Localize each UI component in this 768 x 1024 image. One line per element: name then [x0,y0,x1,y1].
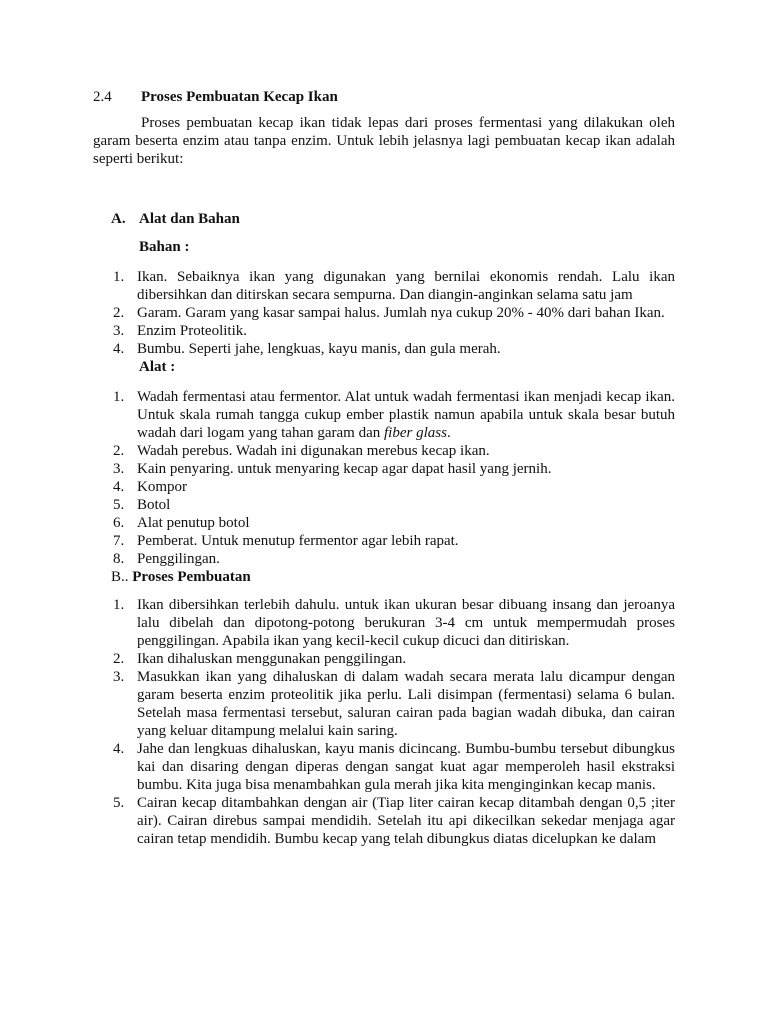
alat-label: Alat : [139,359,176,375]
list-item: 4. Jahe dan lengkuas dihaluskan, kayu manis dicincang. Bumbu-bumbu tersebut dibungkus kai dan disaring dengan diperas dengan sangat kuat agar memperoleh hasil ekstraksi bumbu. Kita juga bisa menambahkan gula merah jika kita menginginkan kecap manis. [113,741,675,793]
list-item: 3. Masukkan ikan yang dihaluskan di dalam wadah secara merata lalu dicampur dengan garam beserta enzim proteolitik jika perlu. Lali disimpan (fermentasi) selama 6 bulan. Setelah masa fermentasi tersebut, saluran cairan pada bagian wadah dibuka, dan cairan yang keluar ditampung melalui kain saring. [113,669,675,739]
alat-list [93,388,675,568]
list-item: 2. Ikan dihaluskan menggunakan penggilingan. [113,651,407,667]
process-steps-list [93,596,675,848]
list-item: 4. Bumbu. Seperti jahe, lengkuas, kayu manis, dan gula merah. [113,341,501,357]
section-number: 2.4 [93,89,112,105]
list-item: 8. Penggilingan. [113,551,220,567]
section-heading [93,88,675,106]
list-item: 3. Enzim Proteolitik. [113,323,247,339]
list-item: 3. Kain penyaring. untuk menyaring kecap agar dapat hasil yang jernih. [113,461,552,477]
section-title: Proses Pembuatan Kecap Ikan [141,89,338,105]
list-item: 5. Botol [113,497,171,513]
part-b-title: Proses Pembuatan [132,569,251,585]
part-a-title: Alat dan Bahan [139,211,240,227]
list-item: 6. Alat penutup botol [113,515,250,531]
list-item: 5. Cairan kecap ditambahkan dengan air (Tiap liter cairan kecap ditambah dengan 0,5 ;iter air). Cairan direbus sampai mendidih. Setelah itu api dikecilkan sekedar menjaga agar cairan tetap mendidih. Bumbu kecap yang telah dibungkus diatas dicelupkan ke dalam [113,795,675,847]
bahan-list [93,268,675,358]
list-item: 4. Kompor [113,479,187,495]
part-a-heading [111,210,675,228]
list-item: 2. Wadah perebus. Wadah ini digunakan merebus kecap ikan. [113,443,490,459]
list-item: 1. Ikan. Sebaiknya ikan yang digunakan yang bernilai ekonomis rendah. Lalu ikan dibersihkan dan ditirskan secara sempurna. Dan diangin-anginkan selama satu jam [113,269,675,303]
part-b-letter: B.. [111,569,129,585]
list-item: 2. Garam. Garam yang kasar sampai halus. Jumlah nya cukup 20% - 40% dari bahan Ikan. [113,305,665,321]
list-item: 1. Ikan dibersihkan terlebih dahulu. untuk ikan ukuran besar dibuang insang dan jeroanya lalu dibelah dan dipotong-potong berukuran 3-4 cm untuk mempermudah proses penggilingan. Apabila ikan yang kecil-kecil cukup dicuci dan ditiriskan. [113,597,675,649]
bahan-label: Bahan : [139,239,190,255]
intro-paragraph: Proses pembuatan kecap ikan tidak lepas dari proses fermentasi yang dilakukan oleh garam beserta enzim atau tanpa enzim. Untuk lebih jelasnya lagi pembuatan kecap ikan adalah seperti berikut: [93,115,675,167]
list-item: 1. Wadah fermentasi atau fermentor. Alat untuk wadah fermentasi ikan menjadi kecap ikan. Untuk skala rumah tangga cukup ember plastik namun apabila untuk skala besar butuh wadah dari logam yang tahan garam dan fiber glass. [113,389,675,441]
part-b-heading [111,568,675,586]
document-content [93,88,675,848]
part-a-letter: A. [111,211,126,227]
list-item: 7. Pemberat. Untuk menutup fermentor agar lebih rapat. [113,533,459,549]
